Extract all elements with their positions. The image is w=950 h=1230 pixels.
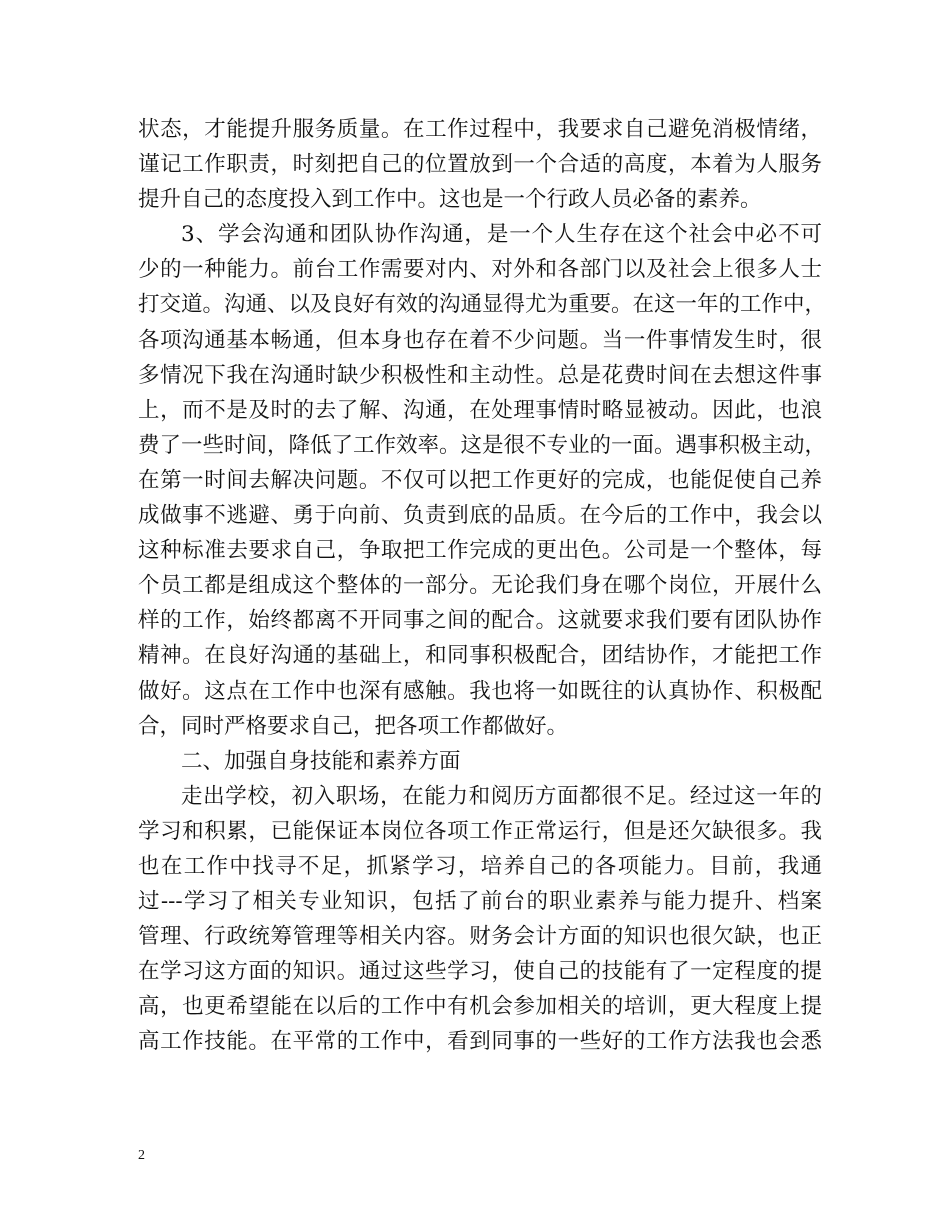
- text-line: 管理、行政统筹管理等相关内容。财务会计方面的知识也很欠缺，也正: [138, 924, 822, 950]
- document-body: [138, 112, 827, 1060]
- text-line: 提升自己的态度投入到工作中。这也是一个行政人员必备的素养。: [138, 187, 762, 213]
- text-line: 打交道。沟通、以及良好有效的沟通显得尤为重要。在这一年的工作中，: [138, 292, 827, 318]
- text-line: 精神。在良好沟通的基础上，和同事积极配合，团结协作，才能把工作: [138, 643, 822, 669]
- text-line: 各项沟通基本畅通，但本身也存在着不少问题。当一件事情发生时，很: [138, 327, 822, 353]
- page-number: 2: [138, 1148, 145, 1163]
- text-line: 合，同时严格要求自己，把各项工作都做好。: [138, 713, 569, 739]
- text-line: 状态，才能提升服务质量。在工作过程中，我要求自己避免消极情绪，: [138, 117, 822, 142]
- text-line: 成做事不逃避、勇于向前、负责到底的品质。在今后的工作中，我会以: [138, 503, 822, 529]
- text-line: 二、加强自身技能和素养方面: [181, 748, 461, 774]
- text-line: 在学习这方面的知识。通过这些学习，使自己的技能有了一定程度的提: [138, 959, 822, 985]
- text-line: 上，而不是及时的去了解、沟通，在处理事情时略显被动。因此，也浪: [138, 397, 822, 423]
- text-line: 在第一时间去解决问题。不仅可以把工作更好的完成，也能促使自己养: [138, 467, 822, 493]
- text-line: 谨记工作职责，时刻把自己的位置放到一个合适的高度，本着为人服务: [138, 152, 822, 178]
- text-line: 走出学校，初入职场，在能力和阅历方面都很不足。经过这一年的: [181, 783, 822, 809]
- text-line: 做好。这点在工作中也深有感触。我也将一如既往的认真协作、积极配: [138, 678, 822, 704]
- text-line: 样的工作，始终都离不开同事之间的配合。这就要求我们要有团队协作: [138, 608, 822, 634]
- text-line: 高，也更希望能在以后的工作中有机会参加相关的培训，更大程度上提: [138, 994, 822, 1020]
- text-line: 少的一种能力。前台工作需要对内、对外和各部门以及社会上很多人士: [138, 257, 822, 283]
- text-line: 个员工都是组成这个整体的一部分。无论我们身在哪个岗位，开展什么: [138, 573, 822, 599]
- text-line: 这种标准去要求自己，争取把工作完成的更出色。公司是一个整体，每: [138, 538, 822, 564]
- text-line: 费了一些时间，降低了工作效率。这是很不专业的一面。遇事积极主动，: [138, 432, 827, 458]
- text-line: 3、学会沟通和团队协作沟通，是一个人生存在这个社会中必不可: [181, 222, 822, 248]
- text-line: 高工作技能。在平常的工作中，看到同事的一些好的工作方法我也会悉: [138, 1029, 822, 1055]
- text-line: 学习和积累，已能保证本岗位各项工作正常运行，但是还欠缺很多。我: [138, 818, 822, 844]
- text-line: 多情况下我在沟通时缺少积极性和主动性。总是花费时间在去想这件事: [138, 362, 822, 388]
- text-line: 也在工作中找寻不足，抓紧学习，培养自己的各项能力。目前，我通: [138, 853, 822, 879]
- text-line: 过---学习了相关专业知识，包括了前台的职业素养与能力提升、档案: [138, 889, 822, 915]
